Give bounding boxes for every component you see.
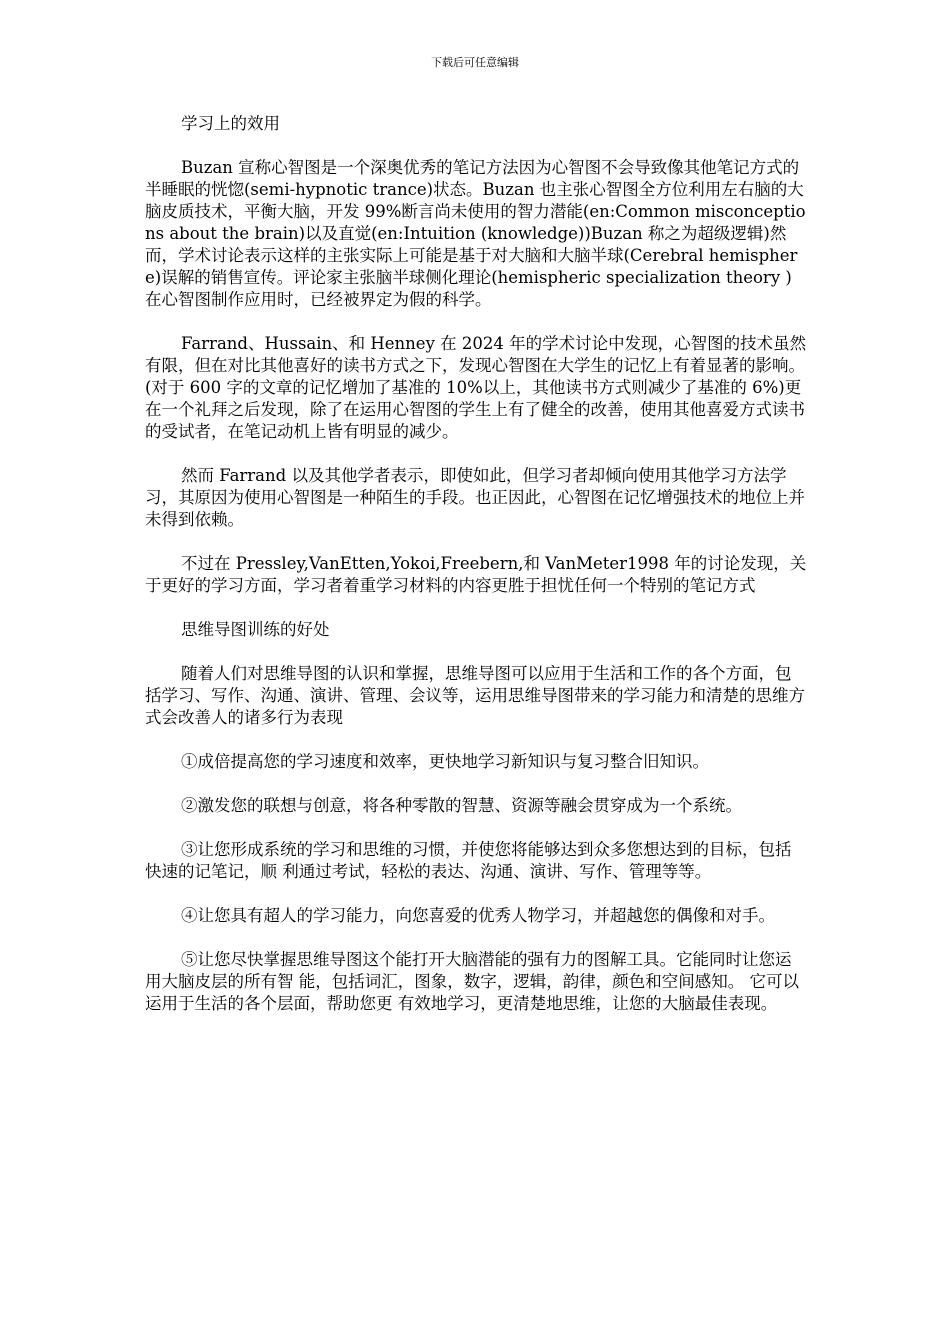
paragraph-pressley-study: 不过在 Pressley,VanEtten,Yokoi,Freebern,和 VanMeter1998 年的讨论发现，关于更好的学习方面，学习者着重学习材料的内容更胜于担忧任何一个特别的笔记方式	[145, 554, 807, 595]
benefit-item-2: ②激发您的联想与创意，将各种零散的智慧、资源等融会贯穿成为一个系统。	[181, 796, 742, 815]
paragraph-benefits-intro: 随着人们对思维导图的认识和掌握，思维导图可以应用于生活和工作的各个方面，包括学习、写作、沟通、演讲、管理、会议等，运用思维导图带来的学习能力和清楚的思维方式会改善人的诸多行为表现	[145, 664, 805, 727]
benefit-item-1: ①成倍提高您的学习速度和效率，更快地学习新知识与复习整合旧知识。	[181, 752, 709, 771]
benefit-item-4: ④让您具有超人的学习能力，向您喜爱的优秀人物学习，并超越您的偶像和对手。	[181, 906, 775, 925]
paragraph-farrand-caveat: 然而 Farrand 以及其他学者表示，即使如此，但学习者却倾向使用其他学习方法学习，其原因为使用心智图是一种陌生的手段。也正因此，心智图在记忆增强技术的地位上并未得到依赖。	[145, 466, 805, 529]
benefit-item-3: ③让您形成系统的学习和思维的习惯，并使您将能够达到众多您想达到的目标，包括快速的记笔记，顺 利通过考试，轻松的表达、沟通、演讲、写作、管理等等。	[145, 840, 792, 881]
page-header-note: 下载后可任意编辑	[431, 56, 519, 69]
section-heading-learning-effect: 学习上的效用	[181, 114, 280, 133]
paragraph-buzan-claims: Buzan 宣称心智图是一个深奥优秀的笔记方法因为心智图不会导致像其他笔记方式的半睡眠的恍惚(semi-hypnotic trance)状态。Buzan 也主张心智图全方位利用左右脑的大脑皮质技术，平衡大脑，开发 99%断言尚未使用的智力潜能(en:Common misconceptions about the brain)以及直觉(en:Intuition (knowledge))Buzan 称之为超级逻辑)然而，学术讨论表示这样的主张实际上可能是基于对大脑和大脑半球(Cerebral hemisphere)误解的销售宣传。评论家主张脑半球侧化理论(hemispheric specialization theory )在心智图制作应用时，已经被界定为假的科学。	[145, 158, 806, 309]
document-body	[145, 113, 807, 1037]
paragraph-farrand-study: Farrand、Hussain、和 Henney 在 2024 年的学术讨论中发现，心智图的技术虽然有限，但在对比其他喜好的读书方式之下，发现心智图在大学生的记忆上有着显著的影响。 (对于 600 字的文章的记忆增加了基准的 10%以上，其他读书方式则减少了基准的 6%)更在一个礼拜之后发现，除了在运用心智图的学生上有了健全的改善，使用其他喜爱方式读书的受试者，在笔记动机上皆有明显的减少。	[145, 334, 807, 441]
section-heading-mindmap-benefits: 思维导图训练的好处	[181, 620, 330, 639]
benefit-item-5: ⑤让您尽快掌握思维导图这个能打开大脑潜能的强有力的图解工具。它能同时让您运用大脑皮层的所有智 能，包括词汇，图象，数字，逻辑，韵律，颜色和空间感知。 它可以运用于生活的各个层面，帮助您更 有效地学习，更清楚地思维，让您的大脑最佳表现。	[145, 950, 799, 1013]
